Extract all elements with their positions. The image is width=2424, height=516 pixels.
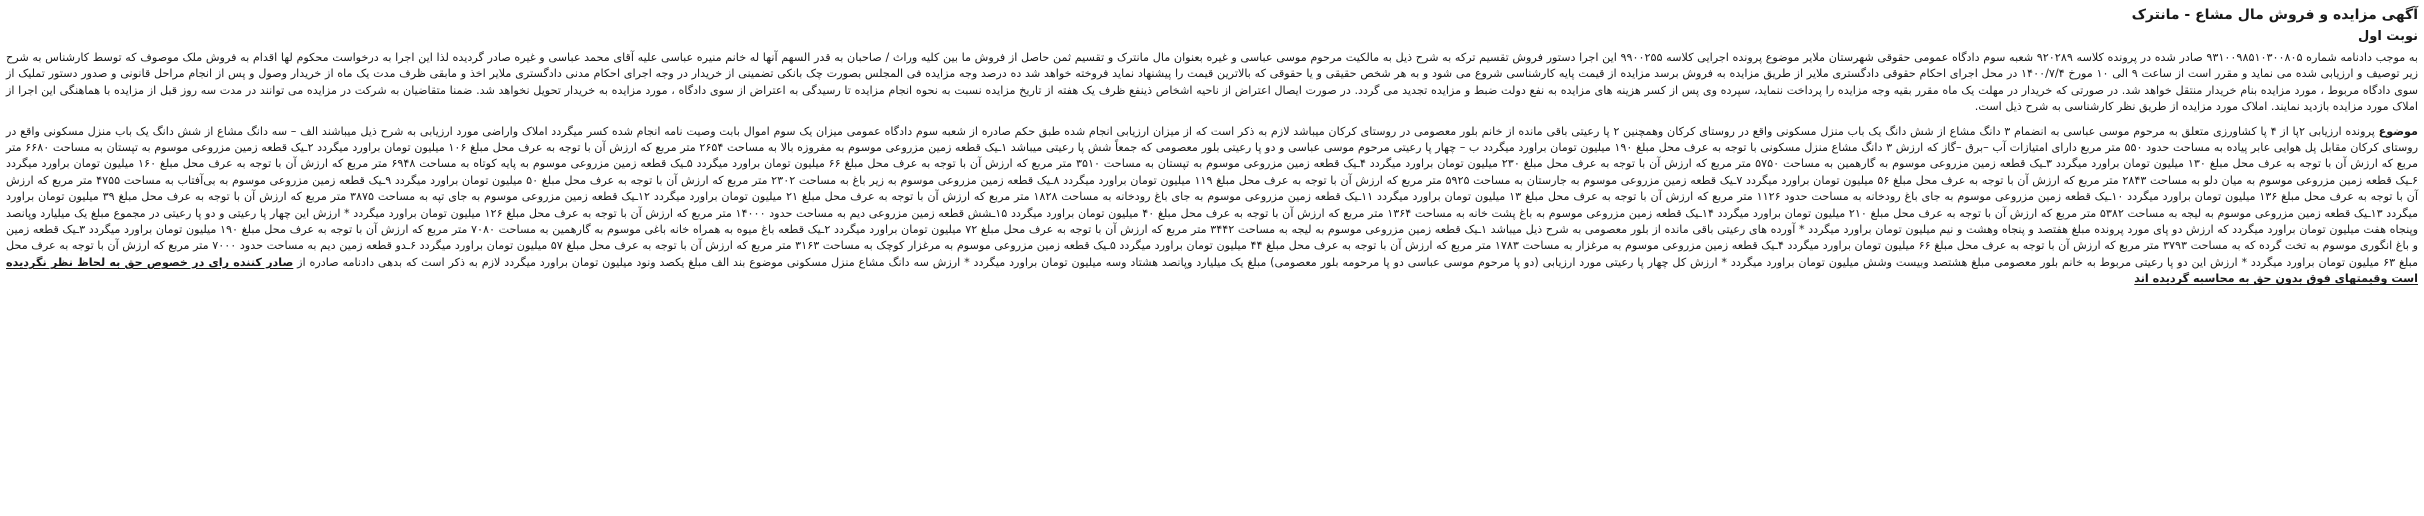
notice-title: آگهی مزایده و فروش مال مشاع - مانترک <box>2131 7 2418 23</box>
notice-round: نوبت اول <box>2357 29 2418 44</box>
subject-label: موضوع <box>2378 124 2418 138</box>
closing-note: صادر کننده رای در خصوص حق به لحاظ نظر نگردیده است وقیمتهای فوق بدون حق به محاسبه گردیده اند <box>6 255 2418 286</box>
notice-intro: به موجب دادنامه شماره ۹۳۱۰۰۹۸۵۱۰۳۰۰۸۰۵ صادر شده در پرونده کلاسه ۹۲۰۲۸۹ شعبه سوم دادگاه عمومی حقوقی شهرستان ملایر موضوع پرونده اجرایی کلاسه ۹۹۰۰۲۵۵ این اجرا دستور فروش تقسیم ترکه به شرح ذیل به مالکیت مرحوم موسی عباسی و غیره بعنوان مال مانترک و تقسیم ثمن حاصل از فروش ما بین کلیه وراث / صاحبان به قدر السهم آنها له خانم منیره عباسی علیه آقای محمد عباسی و غیره صادر گردیده لذا این اجرا به درخواست محکوم لها اقدام به فروش ملک موصوف که توسط کارشناس به شرح زیر توصیف و ارزیابی شده می نماید و مقرر است از ساعت ۹ الی ۱۰ مورخ ۱۴۰۰/۷/۴ در محل اجرای احکام حقوقی دادگستری ملایر از طریق مزایده به فروش برسد مزایده از قیمت پایه کارشناسی شروع می شود و به هر شخص حقیقی و یا حقوقی که بالاترین قیمت را پیشنهاد نماید فروخته خواهد شد ده درصد وجه مزایده فی المجلس بصورت چک بانکی تضمینی از خریدار در وجه اجرای احکام مدنی دادگستری ملایر اخذ و مابقی ظرف مدت یک ماه از خریدار وصول و پس از انجام مراحل قانونی و صدور دستور تملیک از سوی دادگاه مربوط ، مورد مزایده بنام خریدار منتقل خواهد شد. در صورتی که خریدار در مهلت یک ماه مقرر بقیه وجه مزایده را پرداخت ننماید، سپرده وی پس از کسر هزینه های مزایده به نفع دولت ضبط و مزایده تجدید می گردد. در صورت ایصال اعتراض از ناحیه اشخاص ذینفع ظرف یک هفته از تاریخ مزایده نسبت به نحوه انجام مزایده تا رسیدگی به اعتراض از سوی دادگاه ، مورد مزایده به خریدار تحویل نخواهد شد. ضمنا متقاضیان به شرکت در مزایده می توانند در مدت سه روز قبل از مزایده با هماهنگی این اجرا از املاک مورد مزایده بازدید نمایند. املاک مورد مزایده از طریق نظر کارشناسی به شرح ذیل است. <box>6 51 2418 114</box>
notice-body <box>6 124 2418 288</box>
notice-body-text: پرونده ارزیابی ۲پا از ۴ پا کشاورزی متعلق به مرحوم موسی عباسی به انضمام ۳ دانگ مشاع از شش دانگ یک باب منزل مسکونی واقع در روستای کرکان وهمچنین ۲ پا رعیتی باقی مانده از خانم بلور معصومی در روستای کرکان میباشد لازم به ذکر است که از میزان ارزیابی انجام شده طبق حکم صادره از شعبه سوم دادگاه عمومی میزان یک سوم اموال بابت وصیت نامه انجام شده کسر میگردد املاک واراضی مورد ارزیابی به شرح ذیل میباشند الف – سه دانگ مشاع از شش دانگ یک باب منزل مسکونی واقع در روستای کرکان مقابل پل هوایی عابر پیاده به مساحت حدود ۵۵۰ متر مربع دارای امتیازات آب –برق –گاز که ارزش ۳ دانگ مشاع منزل مسکونی با توجه به عرف محل مبلغ ۱۹۰ میلیون تومان براورد میگردد ب – چهار پا رعیتی مرحوم موسی عباسی و دو پا رعیتی بلور معصومی که جمعاً شش پا رعیتی میباشد ۱ـیک قطعه زمین مزروعی موسوم به مفروزه بالا به مساحت ۲۶۵۴ متر مربع که ارزش آن با توجه به عرف محل مبلغ ۱۰۶ میلیون تومان براورد میگردد ۲ـیک قطعه زمین مزروعی موسوم به تپستان به مساحت ۶۶۸۰ متر مربع که ارزش آن با توجه به عرف محل مبلغ ۱۳۰ میلیون تومان براورد میگردد ۳ـیک قطعه زمین مزروعی موسوم به گارهمین به مساحت ۵۷۵۰ متر مربع که ارزش آن با توجه به عرف محل مبلغ ۲۳۰ میلیون تومان براورد میگردد ۴ـیک قطعه زمین مزروعی موسوم به تپستان به مساحت ۳۵۱۰ متر مربع که ارزش آن با توجه به عرف محل مبلغ ۶۶ میلیون تومان براورد میگردد ۵ـیک قطعه زمین مزروعی موسوم به پایه کوتاه به مساحت ۶۹۴۸ متر مربع که ارزش آن با توجه به عرف محل مبلغ ۱۶۰ میلیون تومان براورد میگردد ۶ـیک قطعه زمین مزروعی موسوم به میان دلو به مساحت ۲۸۴۳ متر مربع که ارزش آن با توجه به عرف محل مبلغ ۵۶ میلیون تومان براورد میگردد ۷ـیک قطعه زمین مزروعی موسوم به جارستان به مساحت ۵۹۲۵ متر مربع که ارزش آن با توجه به عرف محل مبلغ ۱۱۹ میلیون تومان براورد میگردد ۸ـیک قطعه زمین مزروعی موسوم به زیر باغ به مساحت ۲۳۰۲ متر مربع که ارزش آن با توجه به عرف محل مبلغ ۵۰ میلیون تومان براورد میگردد ۹ـیک قطعه زمین مزروعی موسوم به بی‌آفتاب به مساحت ۴۷۵۵ متر مربع که ارزش آن با توجه به عرف محل مبلغ ۱۳۶ میلیون تومان براورد میگردد ۱۰ـیک قطعه زمین مزروعی موسوم به جای باغ رودخانه به مساحت حدود ۱۱۲۶ متر مربع که ارزش آن با توجه به عرف محل مبلغ ۱۳ میلیون تومان براورد میگردد ۱۱ـیک قطعه زمین مزروعی موسوم به جای باغ رودخانه به مساحت ۱۸۲۸ متر مربع که ارزش آن با توجه به عرف محل مبلغ ۲۱ میلیون تومان براورد میگردد ۱۲ـیک قطعه زمین مزروعی موسوم به جای تپه به مساحت ۳۸۷۵ متر مربع که ارزش آن با توجه به عرف محل مبلغ ۳۹ میلیون تومان براورد میگردد ۱۳ـیک قطعه زمین مزروعی موسوم به لیجه به مساحت ۵۳۸۲ متر مربع که ارزش آن با توجه به عرف محل مبلغ ۲۱۰ میلیون تومان براورد میگردد ۱۴ـیک قطعه زمین مزروعی موسوم به باغ پشت خانه به مساحت ۱۳۶۴ متر مربع که ارزش آن با توجه به عرف محل مبلغ ۴۰ میلیون تومان براورد میگردد ۱۵ـشش قطعه زمین مزروعی دیم به مساحت حدود ۱۴۰۰۰ متر مربع که ارزش آن با توجه به عرف محل مبلغ ۱۲۶ میلیون تومان براورد میگردد * ارزش این چهار پا رعیتی و دو پا رعیتی در مجموع مبلغ یک میلیارد وپانصد وپنجاه هفت میلیون تومان براورد میگردد که ارزش دو پای مورد پرونده مبلغ هفتصد و پنجاه وهشت و نیم میلیون تومان براورد میگردد * آورده های رعیتی باقی مانده از بلور معصومی به شرح ذیل میباشد ۱ـیک قطعه زمین مزروعی موسوم به لیجه به مساحت ۳۴۴۲ متر مربع که ارزش آن با توجه به عرف محل مبلغ ۷۲ میلیون تومان براورد میگردد ۲ـیک قطعه باغ میوه به همراه خانه باغی موسوم به گارهمین به مساحت ۷۰۸۰ متر مربع که ارزش آن با توجه به عرف محل مبلغ ۱۹۰ میلیون تومان براورد میگردد ۳ـیک قطعه زمین و باغ انگوری موسوم به تخت گرده که به مساحت ۳۷۹۳ متر مربع که ارزش آن با توجه به عرف محل مبلغ ۶۶ میلیون تومان براورد میگردد ۴ـیک قطعه زمین مزروعی موسوم به مرغزار به مساحت ۱۷۸۳ متر مربع که ارزش آن با توجه به عرف محل مبلغ ۴۴ میلیون تومان براورد میگردد ۵ـیک قطعه زمین مزروعی موسوم به مرغزار کوچک به مساحت ۳۱۶۳ متر مربع که ارزش آن با توجه به عرف محل مبلغ ۵۷ میلیون تومان براورد میگردد ۶ـدو قطعه زمین دیم به مساحت حدود ۷۰۰۰ متر مربع که ارزش آن با توجه به عرف محل مبلغ ۶۳ میلیون تومان براورد میگردد * ارزش این دو پا رعیتی مربوط به خانم بلور معصومی مبلغ هشتصد وبیست وشش میلیون تومان براورد میگردد * ارزش کل چهار پا رعیتی مورد ارزیابی (دو پا مرحوم موسی عباسی دو پا مرحومه بلور معصومی) مبلغ یک میلیارد وپانصد هشتاد وسه میلیون تومان براورد میگردد * ارزش سه دانگ مشاع منزل مسکونی موضوع بند الف مبلغ یکصد ونود میلیون تومان براورد میگردد لازم به ذکر است که بدهی دادنامه صادره از <box>6 124 2419 269</box>
